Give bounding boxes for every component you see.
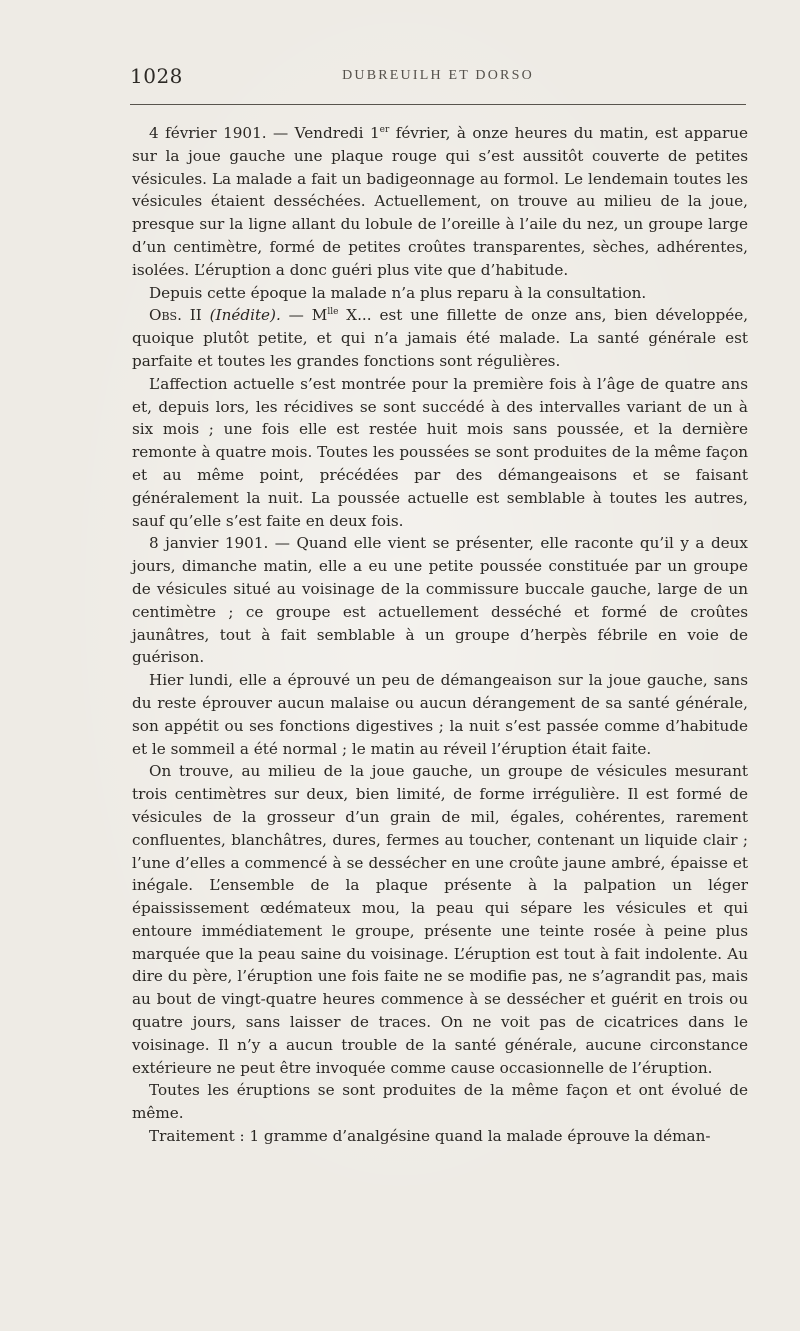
page-number: 1028: [130, 64, 183, 88]
paragraph-monday: Hier lundi, elle a éprouvé un peu de démangeaison sur la joue gauche, sans du reste éprouver aucun malaise ou aucun dérangement de sa santé générale, son appétit ou ses fonctions digestives ; la nuit s’est passée comme d’habitude et le sommeil a été normal ; le matin au réveil l’éruption était faite.: [132, 671, 748, 758]
entry-date: 4 février 1901.: [149, 124, 267, 142]
paragraph-evolution: Toutes les éruptions se sont produites de la même façon et ont évolué de même.: [132, 1081, 748, 1123]
paragraph-examination: On trouve, au milieu de la joue gauche, un groupe de vésicules mesurant trois centimètres sur deux, bien limité, de forme irrégulière. Il est formé de vésicules de la grosseur d’un grain de mil, égales, cohérentes, rarement confluentes, blanchâtres, dures, fermes au toucher, contenant un liquide clair ; l’une d’elles a commencé à se dessécher en une croûte jaune ambré, épaisse et inégale. L’ensemble de la plaque présente à la palpation un léger épaississement œdémateux mou, la peau qui sépare les vésicules et qui entoure immédiatement le groupe, présente une teinte rosée à peine plus marquée que la peau saine du voisinage. L’éruption est tout à fait indolente. Au dire du père, l’éruption une fois faite ne se modifie pas, ne s’agrandit pas, mais au bout de vingt-quatre heures commence à se dessécher et guérit en trois ou quatre jours, sans laisser de traces. On ne voit pas de cicatrices dans le voisinage. Il n’y a aucun trouble de la santé générale, aucune circonstance extérieure ne peut être invoquée comme cause occasionnelle de l’éruption.: [132, 762, 748, 1077]
running-head: [130, 64, 746, 94]
paragraph-treatment: Traitement : 1 gramme d’analgésine quand la malade éprouve la déman-: [149, 1127, 711, 1146]
paragraph-jan-1901: 8 janvier 1901. — Quand elle vient se présenter, elle raconte qu’il y a deux jours, dimanche matin, elle a eu une petite poussée constituée par un groupe de vésicules situé au voisinage de la commissure buccale gauche, large de un centimètre ; ce groupe est actuellement desséché et formé de croûtes jaunâtres, tout à fait semblable à un groupe d’herpès fébrile en voie de guérison.: [132, 534, 748, 667]
header-rule: [130, 104, 746, 105]
paragraph-no-return: Depuis cette époque la malade n’a plus reparu à la consultation.: [149, 283, 647, 302]
patient-name: M: [311, 306, 328, 325]
entry-date: 8 janvier 1901.: [149, 534, 269, 553]
paragraph-feb-1901: 4 février 1901. — Vendredi 1er février, à onze heures du matin, est apparue sur la joue gauche une plaque rouge qui s’est aussitôt couverte de petites vésicules. La malade a fait un badigeonnage au formol. Le lendemain toutes les vésicules étaient desséchées. Actuellement, on trouve au milieu de la joue, presque sur la ligne allant du lobule de l’oreille à l’aile du nez, un groupe large d’un centimètre, formé de petites croûtes transparentes, sèches, adhérentes, isolées. L’éruption a donc guéri plus vite que d’habitude.: [132, 124, 748, 279]
running-title: DUBREUILH ET DORSO: [342, 68, 534, 83]
body-text: [132, 122, 748, 1148]
paragraph-history: L’affection actuelle s’est montrée pour la première fois à l’âge de quatre ans et, depuis lors, les récidives se sont succédé à des intervalles variant de un à six mois ; une fois elle est restée huit mois sans poussée, et la dernière remonte à quatre mois. Toutes les poussées se sont produites de la même façon et au même point, précédées par des démangeaisons et se faisant généralement la nuit. La poussée actuelle est semblable à toutes les autres, sauf qu’elle s’est faite en deux fois.: [132, 374, 748, 530]
observation-label: Obs. II: [149, 306, 202, 325]
observation-qualifier: (Inédite).: [209, 306, 281, 325]
paragraph-obs-2: Obs. II (Inédite). — $M^{lle}$ X... est une fillette de onze ans, bien développée, quoique plutôt petite, et qui n’a jamais été malade. La santé générale est parfaite et toutes les grandes fonctions sont régulières.: [132, 306, 749, 370]
